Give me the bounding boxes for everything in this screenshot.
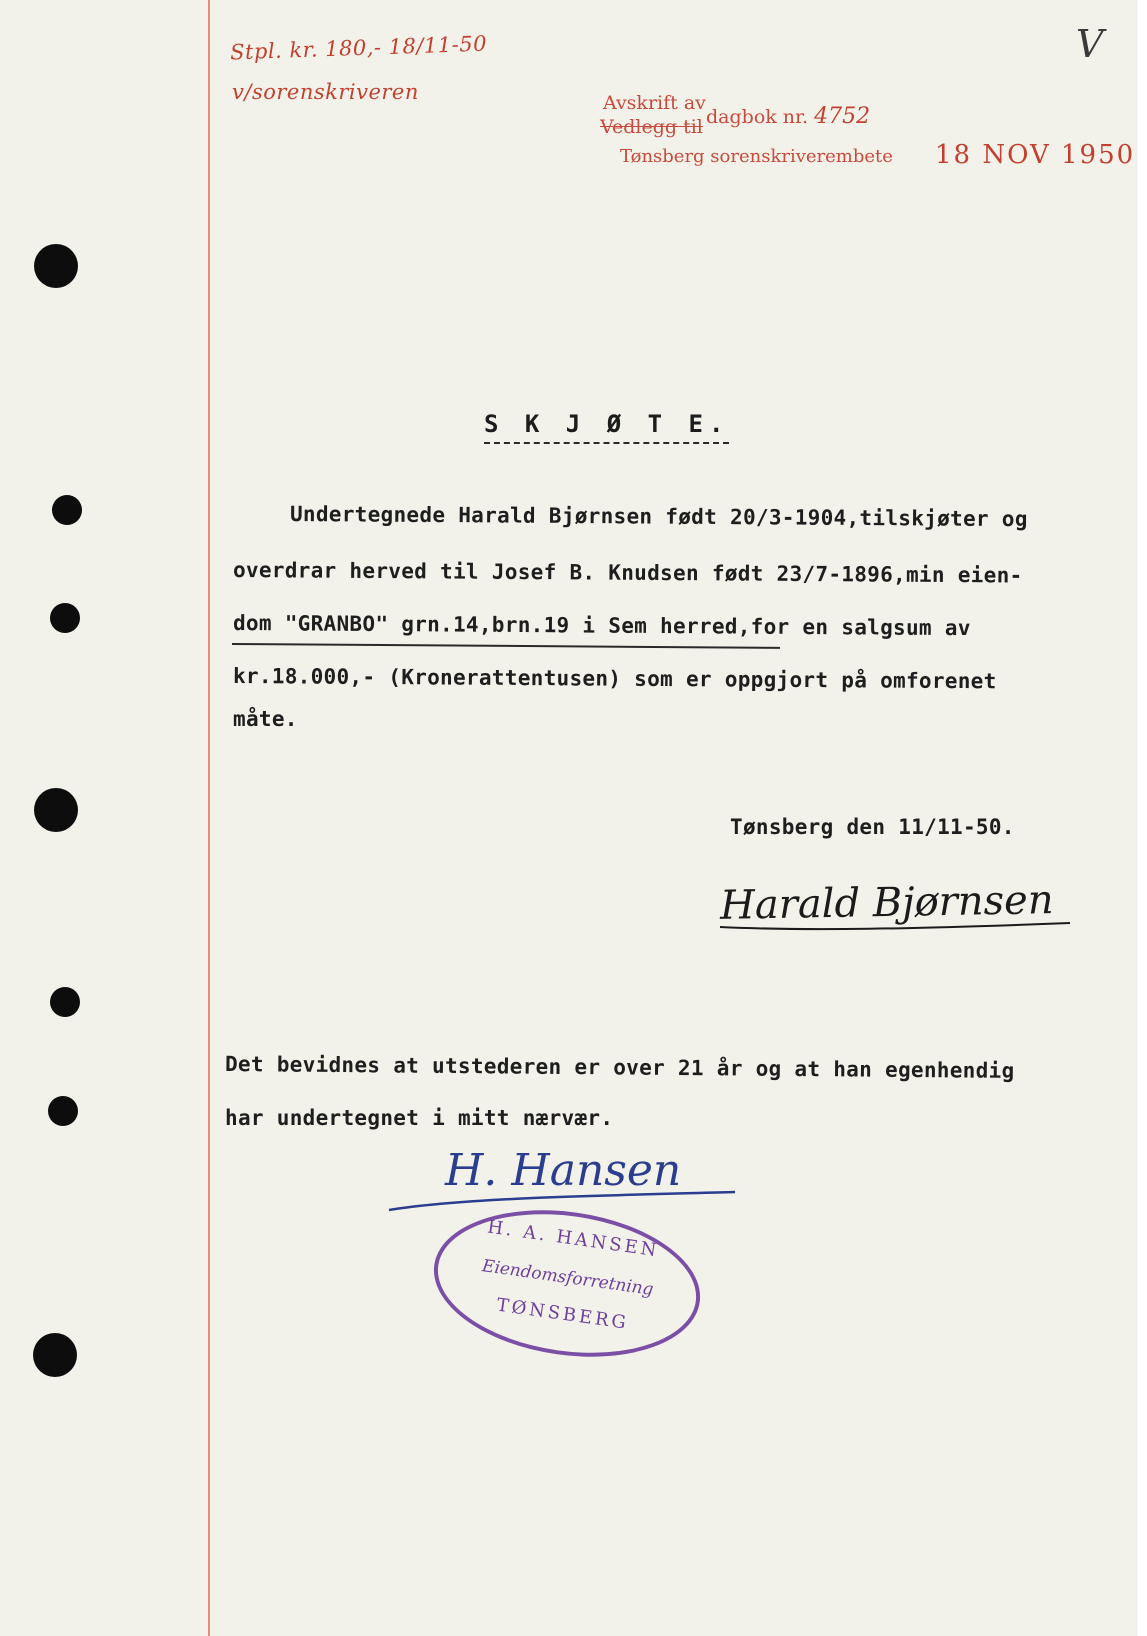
witness-line: har undertegnet i mitt nærvær. bbox=[225, 1106, 614, 1130]
body-line: kr.18.000,- (Kronerattentusen) som er oppgjort på omforenet bbox=[232, 664, 997, 694]
body-line: Undertegnede Harald Bjørnsen født 20/3-1904,tilskjøter og bbox=[289, 502, 1028, 532]
signature-flourish bbox=[715, 905, 1075, 945]
binder-hole bbox=[52, 495, 82, 525]
dagbok-label: dagbok nr. bbox=[706, 106, 809, 128]
body-line: måte. bbox=[233, 707, 298, 731]
dagbok-number: 4752 bbox=[814, 104, 871, 129]
witness-signature: H. Hansen bbox=[445, 1145, 682, 1196]
place-date: Tønsberg den 11/11-50. bbox=[730, 815, 1015, 839]
property-underline bbox=[232, 643, 780, 649]
binder-hole bbox=[34, 244, 78, 288]
office-name: Tønsberg sorenskriverembete bbox=[620, 146, 893, 167]
binder-hole bbox=[50, 603, 80, 633]
stamp-line-2: Eiendomsforretning bbox=[480, 1256, 655, 1300]
document-title: S K J Ø T E. bbox=[484, 410, 729, 444]
seller-signature: Harald Bjørnsen bbox=[719, 877, 1054, 929]
agency-stamp bbox=[424, 1194, 709, 1373]
body-line: overdrar herved til Josef B. Knudsen født 23/7-1896,min eien- bbox=[232, 558, 1023, 588]
dagbok-line bbox=[706, 104, 870, 129]
received-date: 18 NOV 1950 bbox=[935, 140, 1136, 170]
check-mark: V bbox=[1076, 22, 1104, 66]
page-edge bbox=[1138, 0, 1147, 1636]
sorenskriver-note: v/sorenskriveren bbox=[232, 80, 419, 104]
stamp-duty-note: Stpl. kr. 180,- 18/11-50 bbox=[229, 31, 488, 65]
copy-label: Avskrift av bbox=[603, 92, 706, 114]
margin-line bbox=[208, 0, 210, 1636]
attachment-label: Vedlegg til bbox=[600, 116, 703, 138]
binder-hole bbox=[50, 987, 80, 1017]
body-line: dom "GRANBO" grn.14,brn.19 i Sem herred,for en salgsum av bbox=[232, 611, 971, 641]
stamp-line-1: H. A. HANSEN bbox=[486, 1216, 661, 1262]
binder-hole bbox=[33, 1333, 77, 1377]
binder-hole bbox=[34, 788, 78, 832]
witness-line: Det bevidnes at utstederen er over 21 år og at han egenhendig bbox=[224, 1052, 1015, 1083]
stamp-line-3: TØNSBERG bbox=[495, 1294, 631, 1334]
binder-hole bbox=[48, 1096, 78, 1126]
